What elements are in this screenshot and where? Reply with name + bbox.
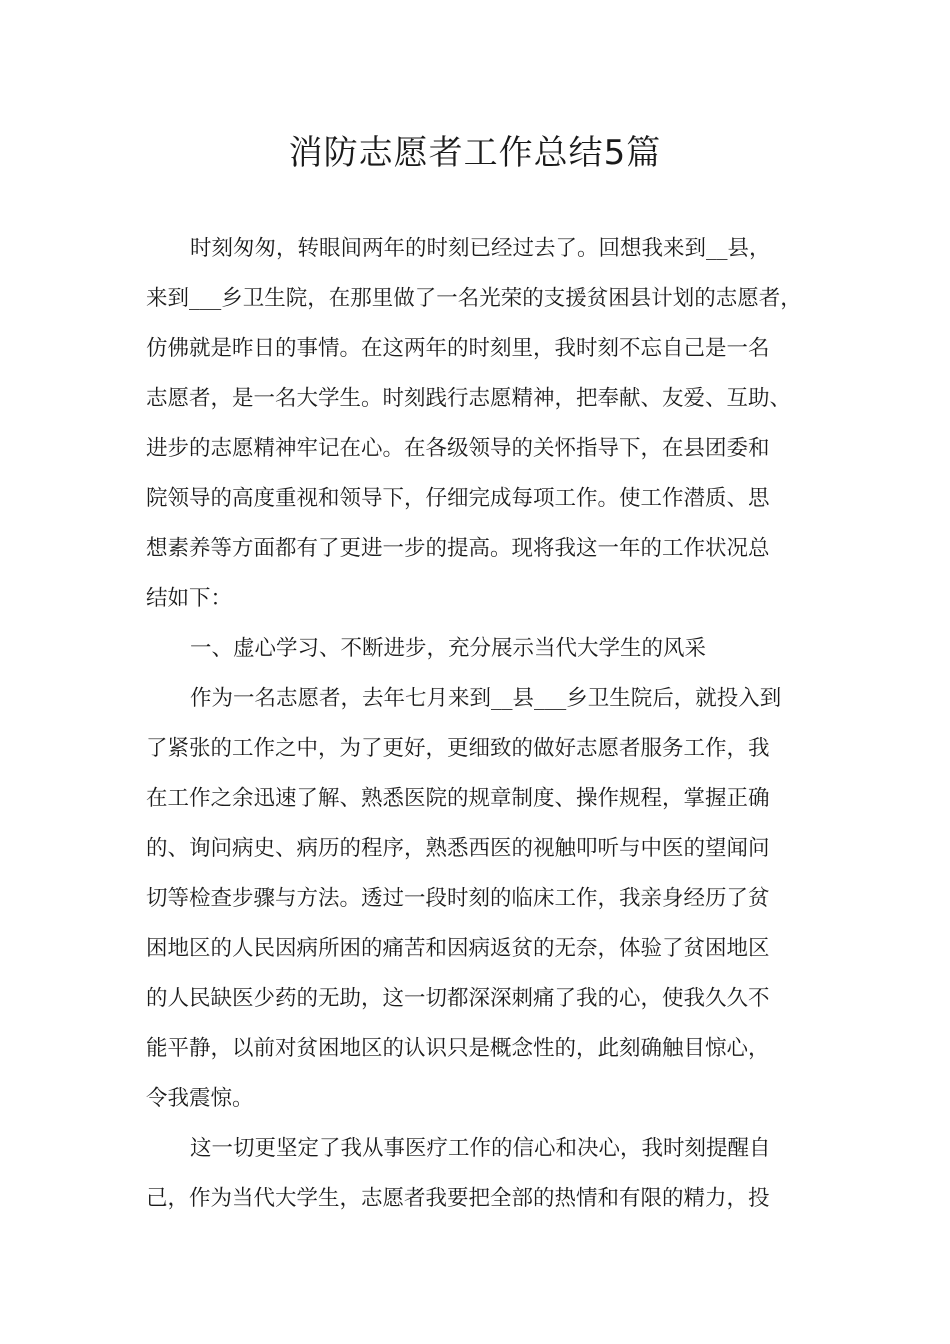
paragraph-line: 己，作为当代大学生，志愿者我要把全部的热情和有限的精力，投 [146, 1186, 770, 1211]
paragraph-line: 的人民缺医少药的无助，这一切都深深刺痛了我的心，使我久久不 [146, 986, 770, 1011]
paragraph-line: 令我震惊。 [146, 1086, 254, 1111]
paragraph-line: 想素养等方面都有了更进一步的提高。现将我这一年的工作状况总 [146, 536, 770, 561]
paragraph-line: 结如下： [146, 586, 233, 611]
paragraph-line: 这一切更坚定了我从事医疗工作的信心和决心，我时刻提醒自 [190, 1136, 771, 1161]
paragraph-line: 时刻匆匆，转眼间两年的时刻已经过去了。回想我来到__县， [190, 236, 771, 261]
paragraph-line: 仿佛就是昨日的事情。在这两年的时刻里，我时刻不忘自己是一名 [146, 336, 770, 361]
paragraph-line: 来到___乡卫生院，在那里做了一名光荣的支援贫困县计划的志愿者， [146, 286, 802, 311]
paragraph-line: 了紧张的工作之中，为了更好，更细致的做好志愿者服务工作，我 [146, 736, 770, 761]
page-title: 消防志愿者工作总结5篇 [288, 133, 662, 173]
paragraph-line: 志愿者，是一名大学生。时刻践行志愿精神，把奉献、友爱、互助、 [146, 386, 792, 411]
paragraph-line: 的、询问病史、病历的程序，熟悉西医的视触叩听与中医的望闻问 [146, 836, 770, 861]
paragraph-line: 切等检查步骤与方法。透过一段时刻的临床工作，我亲身经历了贫 [146, 886, 770, 911]
paragraph-line: 作为一名志愿者，去年七月来到__县___乡卫生院后，就投入到 [190, 686, 782, 711]
section-heading: 一、虚心学习、不断进步，充分展示当代大学生的风采 [190, 636, 707, 661]
paragraph-line: 能平静，以前对贫困地区的认识只是概念性的，此刻确触目惊心， [146, 1036, 770, 1061]
paragraph-line: 院领导的高度重视和领导下，仔细完成每项工作。使工作潜质、思 [146, 486, 770, 511]
paragraph-line: 进步的志愿精神牢记在心。在各级领导的关怀指导下，在县团委和 [146, 436, 770, 461]
paragraph-line: 困地区的人民因病所困的痛苦和因病返贫的无奈，体验了贫困地区 [146, 936, 770, 961]
paragraph-line: 在工作之余迅速了解、熟悉医院的规章制度、操作规程，掌握正确 [146, 786, 770, 811]
